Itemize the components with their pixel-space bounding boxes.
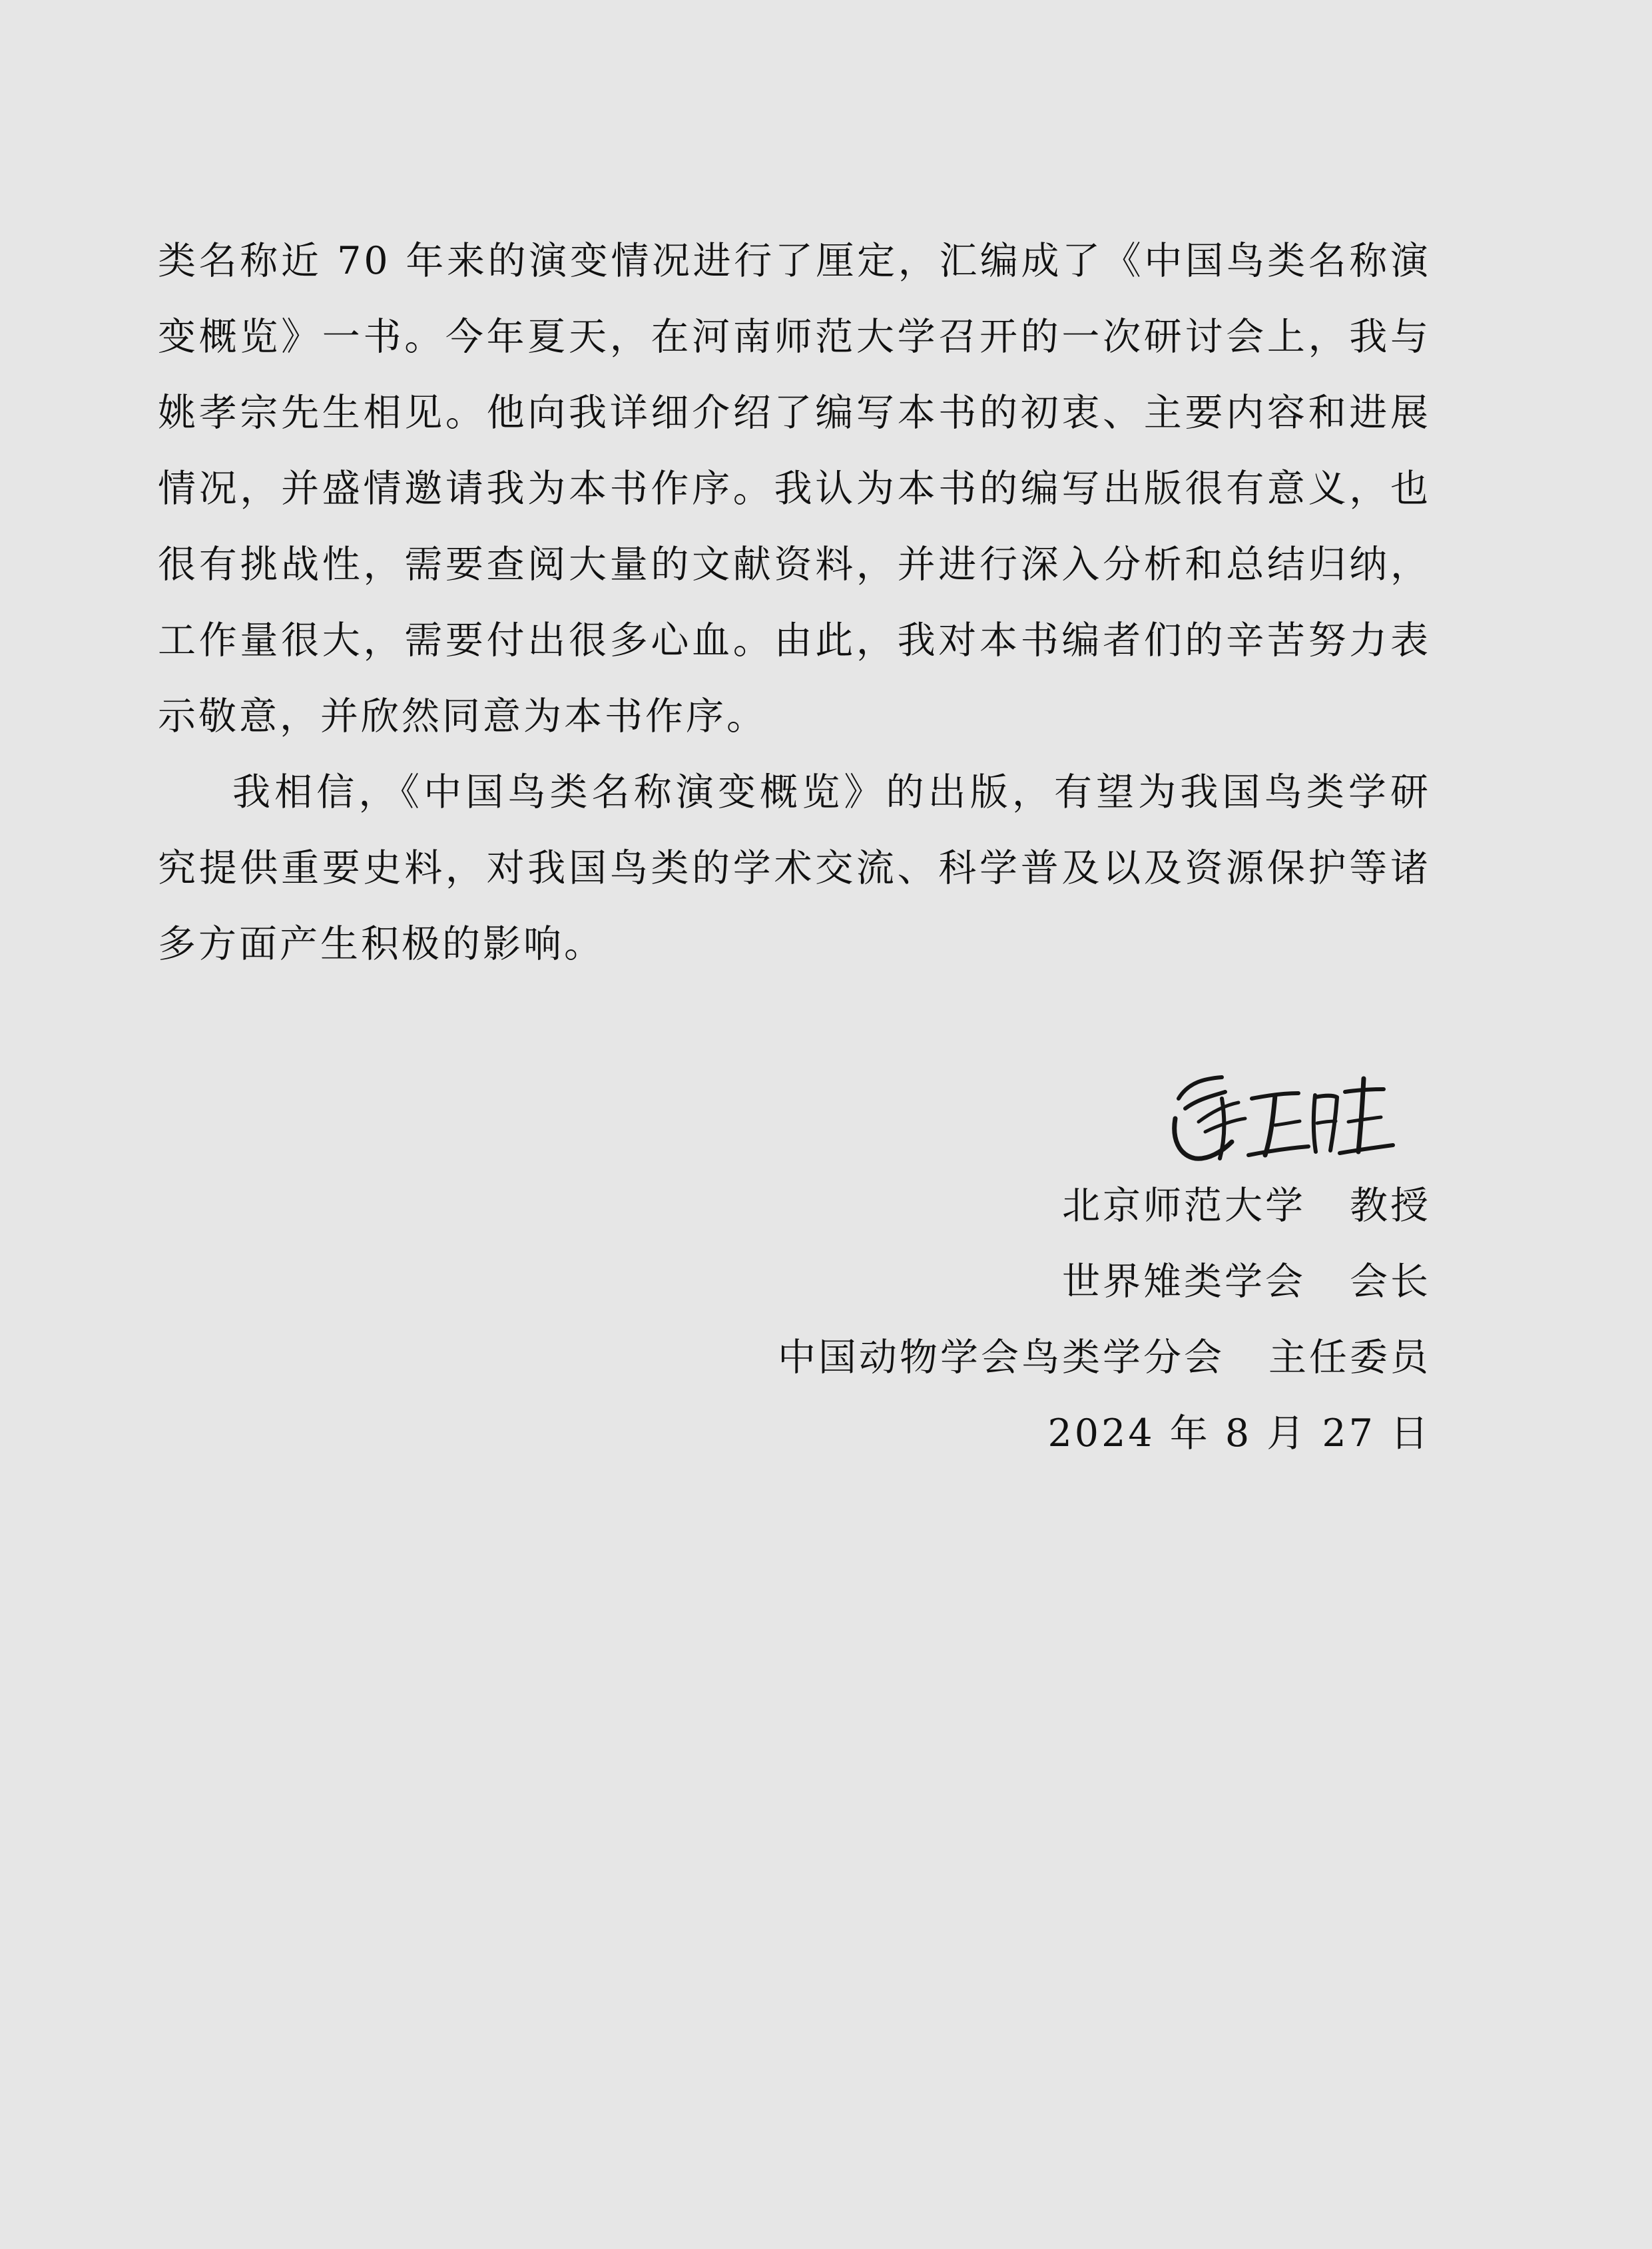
affiliation-role: 会长 bbox=[1350, 1260, 1431, 1304]
affiliation-line bbox=[778, 1320, 1431, 1395]
affiliation-role: 主任委员 bbox=[1268, 1336, 1431, 1379]
affiliation-line bbox=[778, 1168, 1431, 1244]
affiliation-line bbox=[778, 1244, 1431, 1320]
affiliation-org: 北京师范大学 bbox=[1062, 1184, 1306, 1228]
paragraph: 类名称近 70 年来的演变情况进行了厘定，汇编成了《中国鸟类名称演变概览》一书。今年夏天，在河南师范大学召开的一次研讨会上，我与姚孝宗先生相见。他向我详细介绍了编写本书的初衷、主要内容和进展情况，并盛情邀请我为本书作序。我认为本书的编写出版很有意义，也很有挑战性，需要查阅大量的文献资料，并进行深入分析和总结归纳，工作量很大，需要付出很多心血。由此，我对本书编者们的辛苦努力表示敬意，并欣然同意为本书作序。 bbox=[158, 239, 1431, 738]
affiliation-org: 世界雉类学会 bbox=[1062, 1260, 1306, 1304]
handwritten-signature bbox=[1159, 1059, 1398, 1172]
affiliation-org: 中国动物学会鸟类学分会 bbox=[778, 1336, 1225, 1379]
affiliation-role: 教授 bbox=[1350, 1184, 1431, 1228]
paragraph: 我相信，《中国鸟类名称演变概览》的出版，有望为我国鸟类学研究提供重要史料，对我国鸟类的学术交流、科学普及以及资源保护等诸多方面产生积极的影响。 bbox=[158, 770, 1431, 966]
body-text bbox=[158, 223, 1431, 982]
document-date: 2024 年 8 月 27 日 bbox=[1047, 1411, 1431, 1455]
signature-block bbox=[778, 1168, 1431, 1471]
